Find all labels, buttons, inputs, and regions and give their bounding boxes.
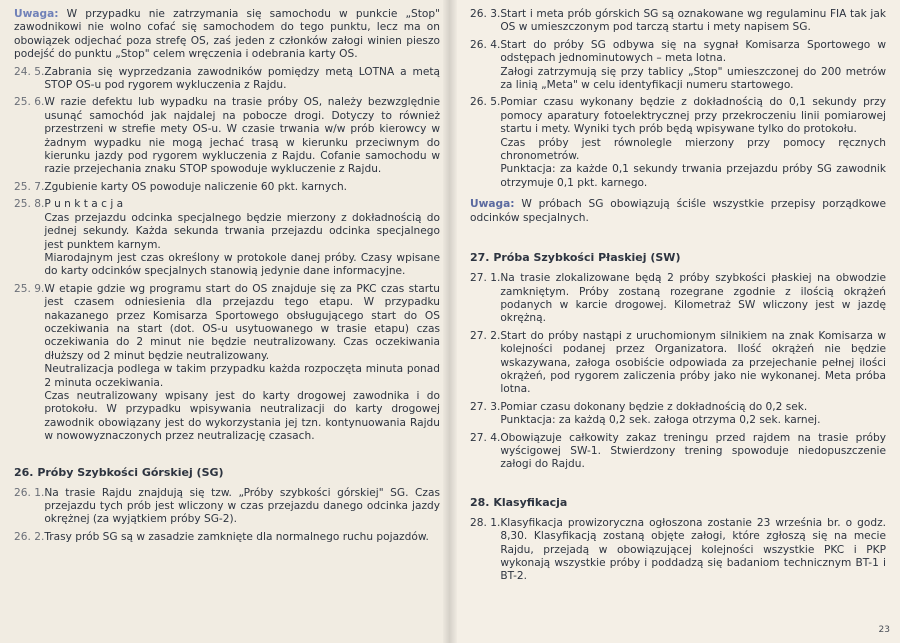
rule-paragraph: Czas przejazdu odcinka specjalnego będzie mierzony z dokładnością do jednej sekundy. Każda sekunda trwania przejazdu odcinka specjalnego jest punktem karnym.: [44, 211, 440, 251]
section-heading-27: 27. Próba Szybkości Płaskiej (SW): [470, 251, 681, 265]
rule-body: [500, 401, 886, 428]
rule-text: Pomiar czasu dokonany będzie z dokładnością do 0,2 sek.: [500, 400, 808, 413]
rule-number: 25. 6.: [14, 96, 45, 109]
rule-number: 28. 1.: [470, 516, 501, 529]
rule-28-1: [470, 517, 886, 584]
rule-26-1: [14, 487, 440, 527]
rule-body: [44, 283, 440, 444]
rule-text: Start i meta prób górskich SG są oznakowane wg regulaminu FIA tak jak OS w umieszczonym pod tarczą startu i mety napisem SG.: [500, 8, 886, 34]
rule-number: 26. 3.: [470, 8, 501, 20]
rule-paragraph: Miarodajnym jest czas określony w protokole danej próby. Czasy wpisane do karty odcinków specjalnych stanowią jedynie dane informacyjne.: [44, 251, 440, 278]
book-gutter: [443, 0, 457, 643]
rule-number: 25. 8.: [14, 198, 45, 211]
rule-number: 27. 3.: [470, 400, 501, 413]
rule-number: 25. 7.: [14, 180, 45, 193]
rule-paragraph: Punktacja: za każde 0,1 sekundy trwania przejazdu próby SG zawodnik otrzymuje 0,1 pkt. karnego.: [500, 163, 886, 189]
rule-text: Na trasie zlokalizowane będą 2 próby szybkości płaskiej na obwodzie zamkniętym. Próby zostaną rozegrane zgodnie z ilością okrążeń podanych w karcie drogowej. Kilometraż SW wliczony jest w jazdę okrężną.: [500, 272, 886, 325]
rule-text: Zgubienie karty OS powoduje naliczenie 60 pkt. karnych.: [44, 180, 348, 193]
rule-body: [500, 39, 886, 93]
note-paragraph: [470, 198, 886, 225]
rule-number: 24. 5.: [14, 65, 45, 78]
rule-26-4: [470, 39, 886, 93]
rule-number: 27. 1.: [470, 272, 501, 285]
rule-25-6: [14, 96, 440, 176]
rule-number: 26. 1.: [14, 486, 45, 499]
rule-26-3: [470, 8, 886, 35]
rule-paragraph: Czas neutralizowany wpisany jest do karty drogowej zawodnika i do protokołu. W przypadku wpisywania neutralizacji do karty drogowej zawodnik obowiązany jest do wykorzystania jej tzn. kontynuowania Rajdu w nowowyznaczonych przez neutralizację czasach.: [44, 389, 440, 443]
section-heading-26: 26. Próby Szybkości Górskiej (SG): [14, 465, 224, 479]
rule-25-8: [14, 198, 440, 278]
rule-24-5: [14, 66, 440, 93]
rule-paragraph: Czas próby jest równolegle mierzony przy pomocy ręcznych chronometrów.: [500, 136, 886, 163]
note-text: W próbach SG obowiązują ściśle wszystkie przepisy porządkowe odcinków specjalnych.: [470, 198, 886, 224]
rule-paragraph: Załogi zatrzymują się przy tablicy „Stop" umieszczonej do 200 metrów za linią „Meta" w celu identyfikacji numeru startowego.: [500, 65, 886, 92]
rule-text: Pomiar czasu wykonany będzie z dokładnością do 0,1 sekundy przy pomocy aparatury fotoelektrycznej przy przekroczeniu linii pomiarowej startu i mety. Wyniki tych prób będą wpisywane tylko do protokołu.: [500, 96, 886, 136]
page-number: 23: [878, 625, 890, 635]
note-label: Uwaga:: [470, 198, 515, 211]
rule-25-9: [14, 283, 440, 444]
rule-title: P u n k t a c j a: [44, 198, 124, 211]
rule-text: W razie defektu lub wypadku na trasie próby OS, należy bezwzględnie usunąć samochód jak najdalej na pobocze drogi. Dotyczy to również przestrzeni w strefie mety OS-u. W czasie trwania w/w prób kierowcy w żadnym wypadku nie mogą jechać trasą w kierunku przeciwnym do kierunku jazdy pod rygorem wykluczenia z Rajdu. Cofanie samochodu w razie przejechania znaku STOP spowoduje wykluczenie z Rajdu.: [44, 96, 440, 176]
rule-27-4: [470, 432, 886, 472]
note-text: W przypadku nie zatrzymania się samochodu w punkcie „Stop" zawodnikowi nie wolno cofać się samochodem do tego punktu, lecz ma on obowiązek odjechać poza strefę OS, zaś jeden z członków załogi winien pieszo podejść do punktu „Stop" celem wręczenia i odebrania karty OS.: [14, 8, 441, 61]
rule-text: Klasyfikacja prowizoryczna ogłoszona zostanie 23 września br. o godz. 8,30. Klasyfikacją zostaną objęte załogi, które zgłoszą się na mecie Rajdu, przejadą w obowiązującej kolejności wszystkie PKC i PKP wykonają wszystkie próby i poddadzą się badaniom technicznym BT-1 i BT-2.: [500, 516, 886, 583]
rule-number: 26. 5.: [470, 96, 501, 109]
rule-body: [44, 198, 440, 278]
rule-text: Trasy prób SG są w zasadzie zamknięte dla normalnego ruchu pojazdów.: [44, 530, 429, 543]
rule-text: Start do próby SG odbywa się na sygnał Komisarza Sportowego w odstępach jednominutowych – meta lotna.: [500, 38, 886, 65]
note-paragraph: [14, 8, 440, 62]
rule-text: Na trasie Rajdu znajdują się tzw. „Próby szybkości górskiej" SG. Czas przejazdu tych prób jest wliczony w czas przejazdu danego odcinka jazdy okrężnej (za wyjątkiem próby SG-2).: [44, 486, 440, 526]
rule-paragraph: Neutralizacja podlega w takim przypadku każda rozpoczęta minuta ponad 2 minuta oczekiwania.: [44, 363, 440, 389]
rule-26-5: [470, 96, 886, 190]
rule-number: 27. 2.: [470, 329, 501, 342]
rule-paragraph: Punktacja: za każdą 0,2 sek. załoga otrzyma 0,2 sek. karnej.: [500, 414, 821, 427]
rule-text: Obowiązuje całkowity zakaz treningu przed rajdem na trasie próby wyścigowej SW-1. Stwierdzony trening spowoduje niedopuszczenie załogi do Rajdu.: [500, 431, 886, 471]
rule-27-1: [470, 272, 886, 326]
rule-number: 27. 4.: [470, 431, 501, 444]
rule-25-7: [14, 181, 440, 194]
rule-27-3: [470, 401, 886, 428]
rule-number: 26. 4.: [470, 38, 501, 51]
section-heading-28: 28. Klasyfikacja: [470, 495, 568, 509]
note-label: Uwaga:: [14, 8, 59, 20]
rule-number: 25. 9.: [14, 282, 45, 295]
rule-text: Zabrania się wyprzedzania zawodników pomiędzy metą LOTNA a metą STOP OS-u pod rygorem wykluczenia z Rajdu.: [44, 65, 440, 92]
rule-27-2: [470, 330, 886, 397]
right-page: [450, 0, 900, 643]
rule-26-2: [14, 531, 440, 544]
rule-text: W etapie gdzie wg programu start do OS znajduje się za PKC czas startu jest czasem odniesienia dla przejazdu tego etapu. W przypadku nakazanego przez Komisarza Sportowego obsługującego start do OS oczekiwania na start (dot. OS-u usytuowanego w trasie etapu) czas oczekiwania do 2 minut nie będzie neutralizowany. Czas oczekiwania dłuższy od 2 minut będzie neutralizowany.: [44, 282, 440, 362]
rule-number: 26. 2.: [14, 530, 45, 543]
rule-body: [500, 96, 886, 190]
rule-text: Start do próby nastąpi z uruchomionym silnikiem na znak Komisarza w kolejności podanej przez Organizatora. Ilość okrążeń nie będzie wskazywana, załoga osobiście odpowiada za przejechanie pełnej ilości okrążeń, pod rygorem zaliczenia próby jako nie wykonanej. Meta próba lotna.: [500, 329, 886, 396]
